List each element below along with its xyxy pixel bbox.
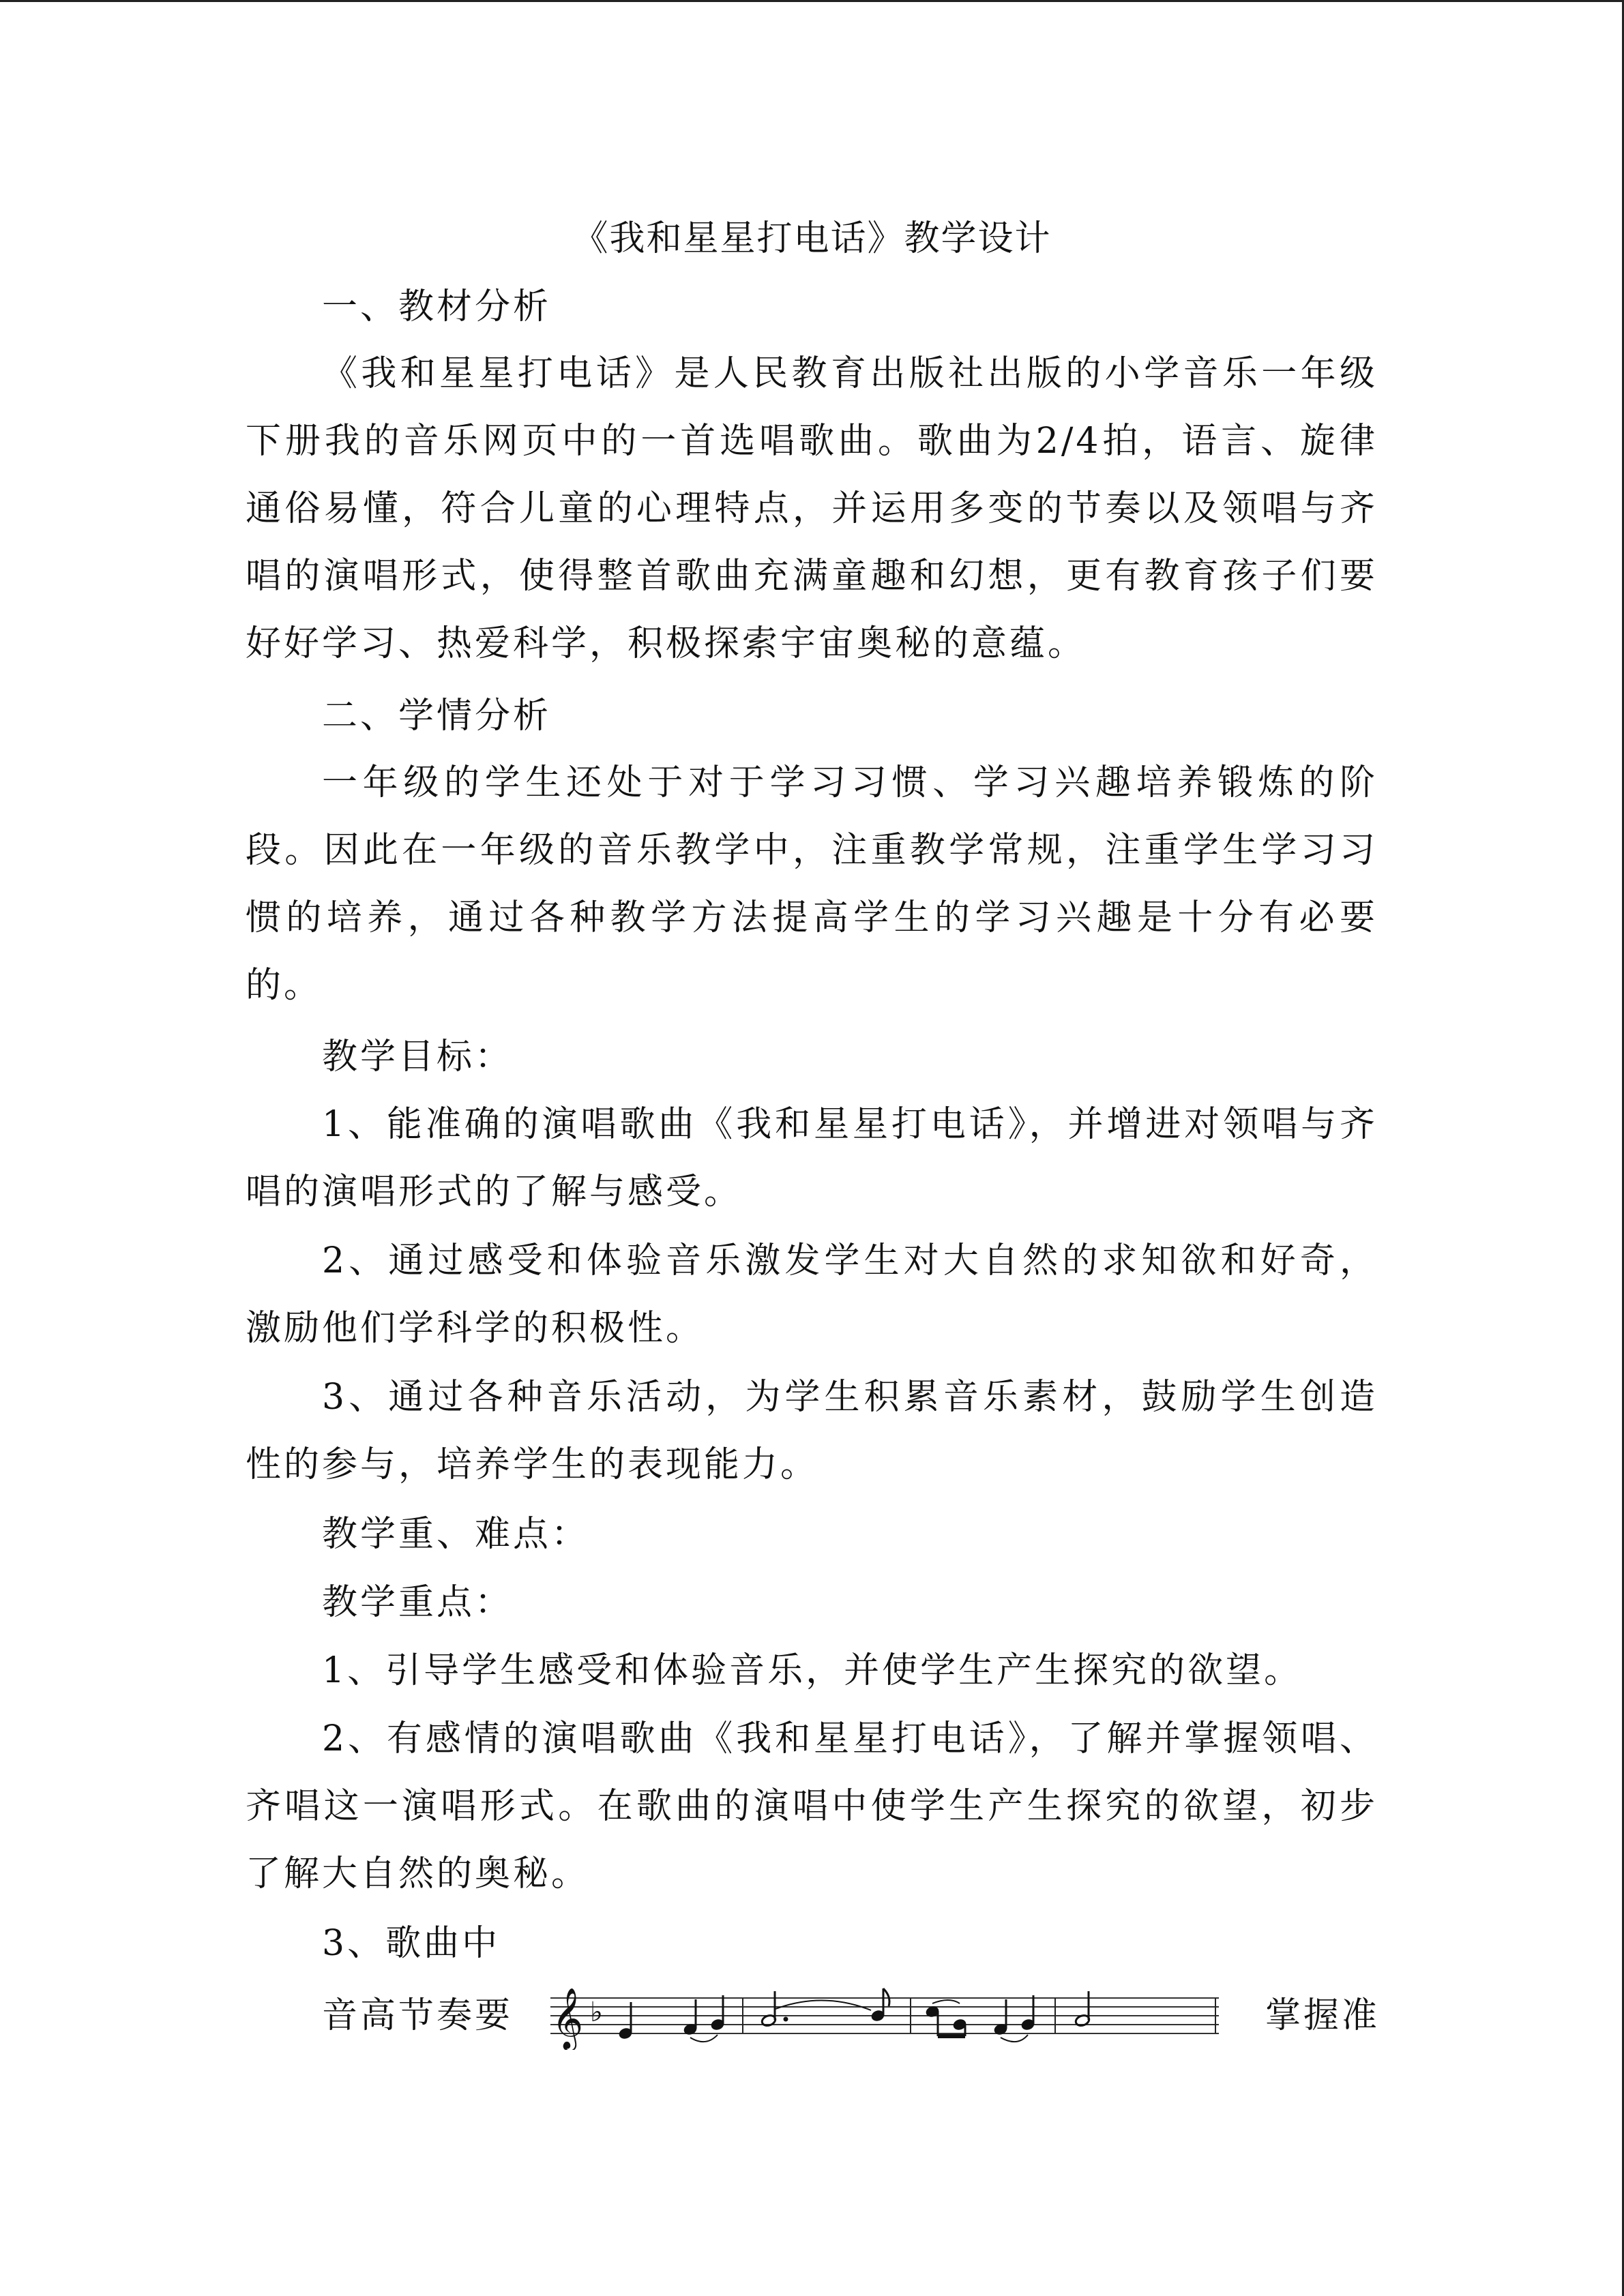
section-heading-student-analysis: 二、学情分析 xyxy=(322,696,552,736)
note xyxy=(993,1999,1008,2036)
score-trailing-text: 掌握准 xyxy=(1265,1995,1381,2036)
note xyxy=(618,2002,633,2040)
goal-item-2: 2、通过感受和体验音乐激发学生对大自然的求知欲和好奇，激励他们学科学的积极性。 xyxy=(246,1240,1378,1349)
slur xyxy=(932,2000,960,2003)
note xyxy=(710,1995,725,2031)
note xyxy=(925,2005,940,2036)
focus-item-3-start: 3、歌曲中 xyxy=(322,1923,501,1964)
treble-clef-icon: 𝄞 xyxy=(552,1988,584,2049)
tie xyxy=(776,2000,871,2010)
paragraph-student-analysis: 一年级的学生还处于对于学习习惯、学习兴趣培养锻炼的阶段。因此在一年级的音乐教学中，注重教学常规，注重学生学习习惯的培养，通过各种教学方法提高学生的学习兴趣是十分有必要的。 xyxy=(246,762,1378,1006)
focus-item-2: 2、有感情的演唱歌曲《我和星星打电话》，了解并掌握领唱、齐唱这一演唱形式。在歌曲的演唱中使学生产生探究的欲望，初步了解大自然的奥秘。 xyxy=(246,1718,1378,1894)
note xyxy=(1074,1991,1091,2027)
note xyxy=(761,1991,788,2027)
slur xyxy=(1001,2035,1028,2042)
note xyxy=(683,1999,698,2036)
paragraph-textbook-analysis: 《我和星星打电话》是人民教育出版社出版的小学音乐一年级下册我的音乐网页中的一首选唱歌曲。歌曲为2/4拍，语言、旋律通俗易懂，符合儿童的心理特点，并运用多变的节奏以及领唱与齐唱的演唱形式，使得整首歌曲充满童趣和幻想，更有教育孩子们要好好学习、热爱科学，积极探索宇宙奥秘的意蕴。 xyxy=(246,353,1378,664)
section-heading-teaching-goals: 教学目标： xyxy=(322,1037,514,1077)
focus-item-1: 1、引导学生感受和体验音乐，并使学生产生探究的欲望。 xyxy=(322,1650,1303,1691)
goal-item-1: 1、能准确的演唱歌曲《我和星星打电话》，并增进对领唱与齐唱的演唱形式的了解与感受。 xyxy=(246,1104,1378,1212)
flat-sign-icon: ♭ xyxy=(590,1997,603,2028)
section-heading-textbook-analysis: 一、教材分析 xyxy=(322,286,552,327)
section-heading-key-difficult-points: 教学重、难点： xyxy=(322,1514,590,1555)
document-title: 《我和星星打电话》教学设计 xyxy=(572,218,1052,259)
section-heading-key-points: 教学重点： xyxy=(322,1582,514,1623)
note xyxy=(1020,1995,1035,2031)
slur xyxy=(690,2035,718,2042)
score-leading-text: 音高节奏要 xyxy=(322,1995,514,2036)
note xyxy=(870,1988,889,2023)
score-line xyxy=(322,1982,1386,2050)
music-staff-excerpt xyxy=(550,1982,1232,2050)
goal-item-3: 3、通过各种音乐活动，为学生积累音乐素材，鼓励学生创造性的参与，培养学生的表现能力。 xyxy=(246,1377,1378,1485)
